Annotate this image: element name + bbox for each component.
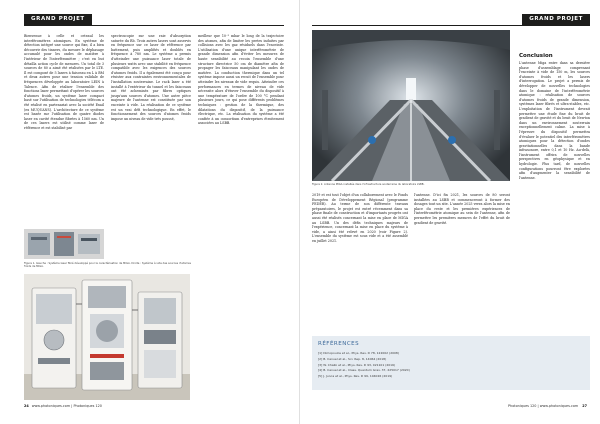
right-column-1	[312, 193, 408, 244]
reference-item: [5] J. Junca et al., Phys. Rev. D 99, 104026 (2019)	[318, 374, 393, 379]
reference-item: [1] Dimopoulos et al., Phys. Rev. D 78, 122002 (2008)	[318, 351, 400, 355]
footer-left	[24, 404, 102, 408]
right-column-2	[414, 193, 510, 225]
right-page	[300, 0, 600, 424]
tunnel-photo	[312, 30, 510, 181]
reference-item: [2] B. Canuel et al., Sci. Rep. 8, 14064 (2018)	[318, 356, 387, 361]
conclusion-heading: Conclusion	[519, 53, 553, 59]
column-3-text: meilleur que 10⁻⁹ mbar le long de la trajectoire des atomes, afin de limiter les pertes induites par collisions avec les gaz résiduels dans l'enceinte. L'utilisation d'une unique interférométrie de grande dimension afin d'éviter les mesures de haute sensibilité au recoin l'ensemble d'une structure directrice 50 cm de diamètre afin de propager les faisceaux manipulant les ondes de matière. La conduction thermique dans un tel système impose aussi un recuit de l'ensemble pour atteindre les niveaux de vide requis. Atteindre ces performances en termes de niveau de vide nécessite alors d'étuver l'ensemble du dispositif à une température de l'ordre de 100 °C pendant plusieurs jours, ce qui pose différents problèmes techniques : gestion de la thermique, des dilatations du dispositif, de la puissance électrique, etc. La réalisation du système a été confiée à un consortium d'entreprises étroitement associées au LSBB.	[198, 34, 284, 126]
footer-right	[508, 404, 590, 408]
right-column-2-text: l'antenne. D'ici fin 2021, les sources de 80 seront installées au LSBB et commenceront à former des dosages tout un site. L'année 2025 verra alors la mise en place du reste et les premières expériences de l'interférométrie atomique au sein de l'antenne, afin de permettre les premières mesures de l'effet du bruit de gradient de gravité.	[414, 193, 510, 225]
header-rule-left	[24, 25, 284, 26]
article-column-2	[111, 34, 191, 121]
right-column-1-text: 2019 et est tout l'objet d'un collaborement avec le Fonds Européen de Développement Régional (programme FEDER). Au terme de son différente travaux préparatoires, le projet est entré récemment dans sa phase finale de construction et d'importants progrès ont aussi été réalisés concernant la mise en place de MIGA au LSBB. Un des défis techniques majeurs de l'expérience, concernant la mise en place du système à vide, a ainsi été relevé en 2020 (voir Figure 2). L'ensemble du système est sous vide et a été assemblé en juillet 2021.	[312, 193, 408, 243]
page-number-right: 27	[582, 404, 587, 408]
reference-item: [4] B. Canuel et al., Class. Quantum Grav. 37, 225017 (2020)	[318, 368, 410, 373]
column-2-text: spectroscopie sur une raie d'absorption saturée du Rb. Trois autres lasers sont asservis en fréquence sur ce laser de référence par battement, puis amplifiés et doublés en fréquence à 780 nm. Le système a permis d'atteindre une puissance laser totale de plusieurs watts avec une stabilité en fréquence compatible avec les exigences des sources d'atomes froids. Il a également été conçu pour résister aux contraintes environnementales de l'installation souterraine. Le rack laser a été installé à l'extérieur du tunnel et les faisceaux ont été acheminés par fibres optiques jusqu'aux sources d'atomes. Une autre pièce majeure de l'antenne est constituée par son enceinte à vide. La réalisation de ce système est un vrai défi technologique. En effet, le fonctionnement des sources d'atomes froids impose un niveau de vide très poussé,	[111, 34, 191, 121]
footer-left-text: www.photoniques.com | Photoniques 120	[31, 404, 102, 408]
article-column-3	[198, 34, 284, 126]
figure-1-caption: Figure 1. Gauche : Système laser fibré développé pour la caractérisation de MIGA. Droite : Système à vide des sources d'atomes froids de MIGA.	[24, 262, 191, 269]
laser-system-photo	[24, 229, 104, 259]
footer-right-text: Photoniques 120 | www.photoniques.com	[508, 404, 579, 408]
column-1-text: Bienvenue à celle et ceteaul les interférométres atomiques. En système de détection intégré une source qui fixe, il a bien découvrir des tinners, du mesure le déphasage accumulé pour les ondes de matière à l'intérieur de l'interféromètre ; c'est en but détailla action cycle de mesures. Un total de 3 sources de 80 a aimé été réalisées par le LTE. Il est composé de 5 lasers à faisceau en L à BM et deux autres pour une tension validale de fréquences développée au laboratoire LEIN à Talence. Afin de réaliser l'ensemble des fonctions laser permettant d'opérer les sources d'atomes froids, un système laser compact basé sur l'utilisation de technologies télécom a été réalisé en partenariat avec la société Exail (ex MUQUANS). L'architecture de ce système est basée sur l'utilisation de quatre diodes laser en cavité étendue fibrées à 1560 nm. Un de ces lasers est utilisé comme laser de référence et est stabilisé par	[24, 34, 104, 130]
section-header-left: GRAND PROJET	[24, 14, 92, 25]
conclusion-column	[519, 61, 590, 180]
conclusion-text: L'antenne Miga entre dans sa dernière phase d'assemblage comprenant l'enceinte à vide de 150 m, les sources d'atomes froids et les lasers d'interrogation. Le projet a permis de développer de nouvelles technologies dans le domaine de l'interférométrie atomique : réalisation de sources d'atomes froids de grande dimension, systèmes laser fibrés et ultra-stables, etc. L'exploitation de l'instrument devrait permettre une étude fine du bruit de gradient de gravité et du bruit de Newton dans un environnement souterrain exceptionnellement calme. La mise à l'épreuve du dispositif permettra d'évaluer le potentiel des interféromètres atomiques pour la détection d'ondes gravitationnelles dans la bande infrasonore, entre 0,1 et 10 Hz. Au-delà, l'instrument offrira de nouvelles perspectives en géophysique et en hydrologie. Plus tard, de nouvelles configurations pourront être explorées afin d'augmenter la sensibilité de l'antenne.	[519, 61, 590, 180]
references-list	[318, 351, 410, 380]
page-number-left: 24	[24, 404, 29, 408]
reference-item: [3] W. Chaibi et al., Phys. Rev. D 93, 021101 (2016)	[318, 362, 396, 367]
header-rule-right	[312, 25, 590, 26]
references-box	[312, 336, 590, 390]
references-heading: RÉFÉRENCES	[318, 341, 360, 347]
section-header-right: GRAND PROJET	[522, 14, 590, 25]
figure-2-caption: Figure 2. Antenne MIGA installée dans l'infrastructure souterraine du laboratoire LSBB.	[312, 183, 425, 186]
vacuum-system-photo	[24, 274, 190, 400]
article-column-1	[24, 34, 104, 130]
